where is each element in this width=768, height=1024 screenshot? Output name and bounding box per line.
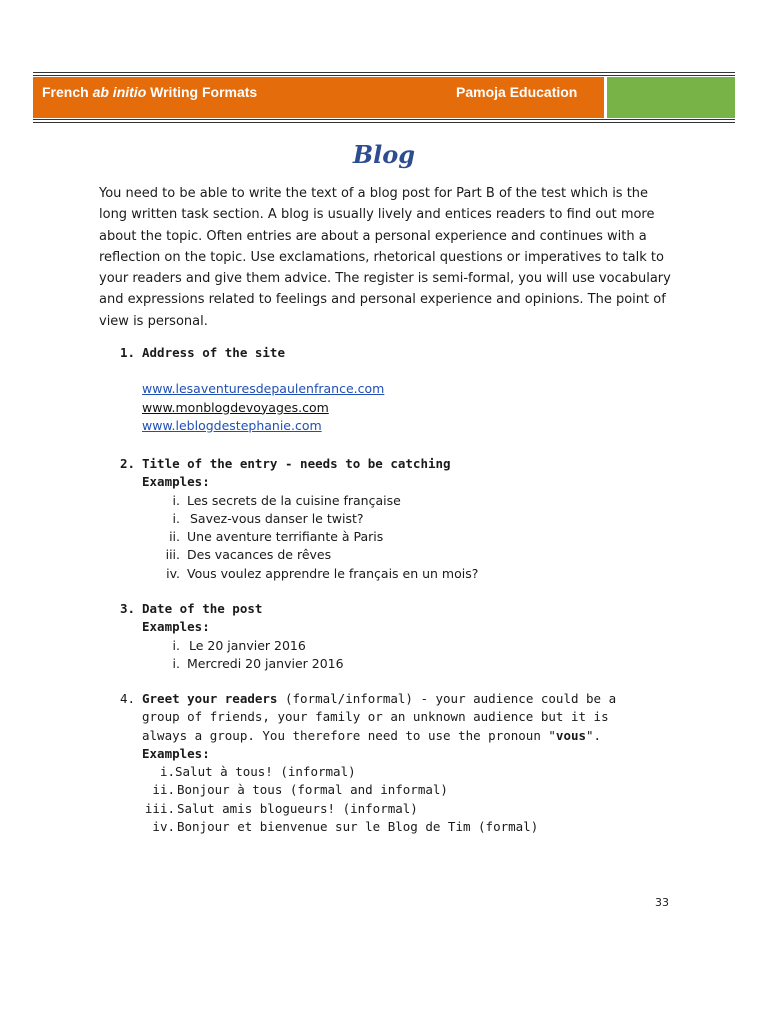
section-heading: Greet your readers bbox=[142, 691, 278, 706]
examples-label: Examples: bbox=[142, 619, 210, 635]
list-item: ii. Bonjour à tous (formal and informal) bbox=[152, 782, 448, 798]
section-number: 4. bbox=[120, 691, 136, 706]
section-post-date bbox=[120, 600, 344, 673]
list-item: iv. Vous voulez apprendre le français en un mois? bbox=[166, 565, 479, 581]
list-item: i. Mercredi 20 janvier 2016 bbox=[172, 655, 344, 671]
list-item: i. Le 20 janvier 2016 bbox=[172, 637, 306, 653]
header-rule-bottom-outer bbox=[33, 122, 735, 123]
list-item: i. Les secrets de la cuisine française bbox=[172, 492, 401, 508]
section-greet-readers bbox=[120, 690, 650, 836]
section-number: 1. bbox=[120, 345, 136, 360]
section-address bbox=[120, 344, 384, 435]
examples-list bbox=[142, 763, 650, 836]
section-heading: Date of the post bbox=[142, 601, 263, 616]
site-link[interactable]: www.leblogdestephanie.com bbox=[142, 417, 322, 433]
site-link[interactable]: www.lesaventuresdepaulenfrance.com bbox=[142, 381, 385, 397]
examples-label: Examples: bbox=[142, 745, 210, 761]
examples-list bbox=[142, 637, 344, 674]
header-rule-top-inner bbox=[33, 75, 735, 76]
list-item: iii. Des vacances de rêves bbox=[165, 547, 332, 563]
list-item: i. Savez-vous danser le twist? bbox=[172, 510, 364, 526]
publisher-name: Pamoja Education bbox=[456, 84, 578, 100]
list-item: iii. Salut amis blogueurs! (informal) bbox=[144, 800, 418, 816]
header-rule-bottom bbox=[33, 119, 735, 120]
section-entry-title bbox=[120, 455, 478, 583]
header-green-block bbox=[607, 77, 735, 118]
site-link[interactable]: www.monblogdevoyages.com bbox=[142, 399, 329, 415]
page-number: 33 bbox=[655, 896, 669, 909]
intro-paragraph: You need to be able to write the text of a blog post for Part B of the test which is the long written task section. A blog is usually lively and entices readers to find out more about the topic. Often entries are about a personal experience and continues with a reflection on the topic. Use exclamations, rhetorical questions or imperatives to talk to your readers and give them advice. The register is semi-formal, you will use vocabulary and expressions related to feelings and personal experience and opinions. The point of view is personal. bbox=[99, 186, 671, 329]
page-title: Blog bbox=[352, 140, 416, 169]
header-banner bbox=[33, 77, 604, 118]
list-item: ii. Une aventure terrifiante à Paris bbox=[169, 529, 384, 545]
section-number: 2. bbox=[120, 456, 136, 471]
list-item: iv. Bonjour et bienvenue sur le Blog de Tim (formal) bbox=[152, 819, 539, 835]
section-heading: Title of the entry - needs to be catching bbox=[142, 456, 451, 471]
section-heading: Address of the site bbox=[142, 345, 285, 360]
pronoun-vous: vous bbox=[555, 727, 587, 743]
list-item: i. Salut à tous! (informal) bbox=[159, 764, 356, 780]
examples-list bbox=[142, 492, 478, 583]
examples-label: Examples: bbox=[142, 474, 210, 490]
section-description: Greet your readers (formal/informal) - your audience could be a group of friends, your family or an unknown audience but it is always a group. You therefore need to use the pronoun "vous". bbox=[142, 691, 617, 743]
header-rule-top bbox=[33, 72, 735, 73]
course-title: French ab initio Writing Formats bbox=[42, 84, 258, 100]
section-number: 3. bbox=[120, 601, 136, 616]
